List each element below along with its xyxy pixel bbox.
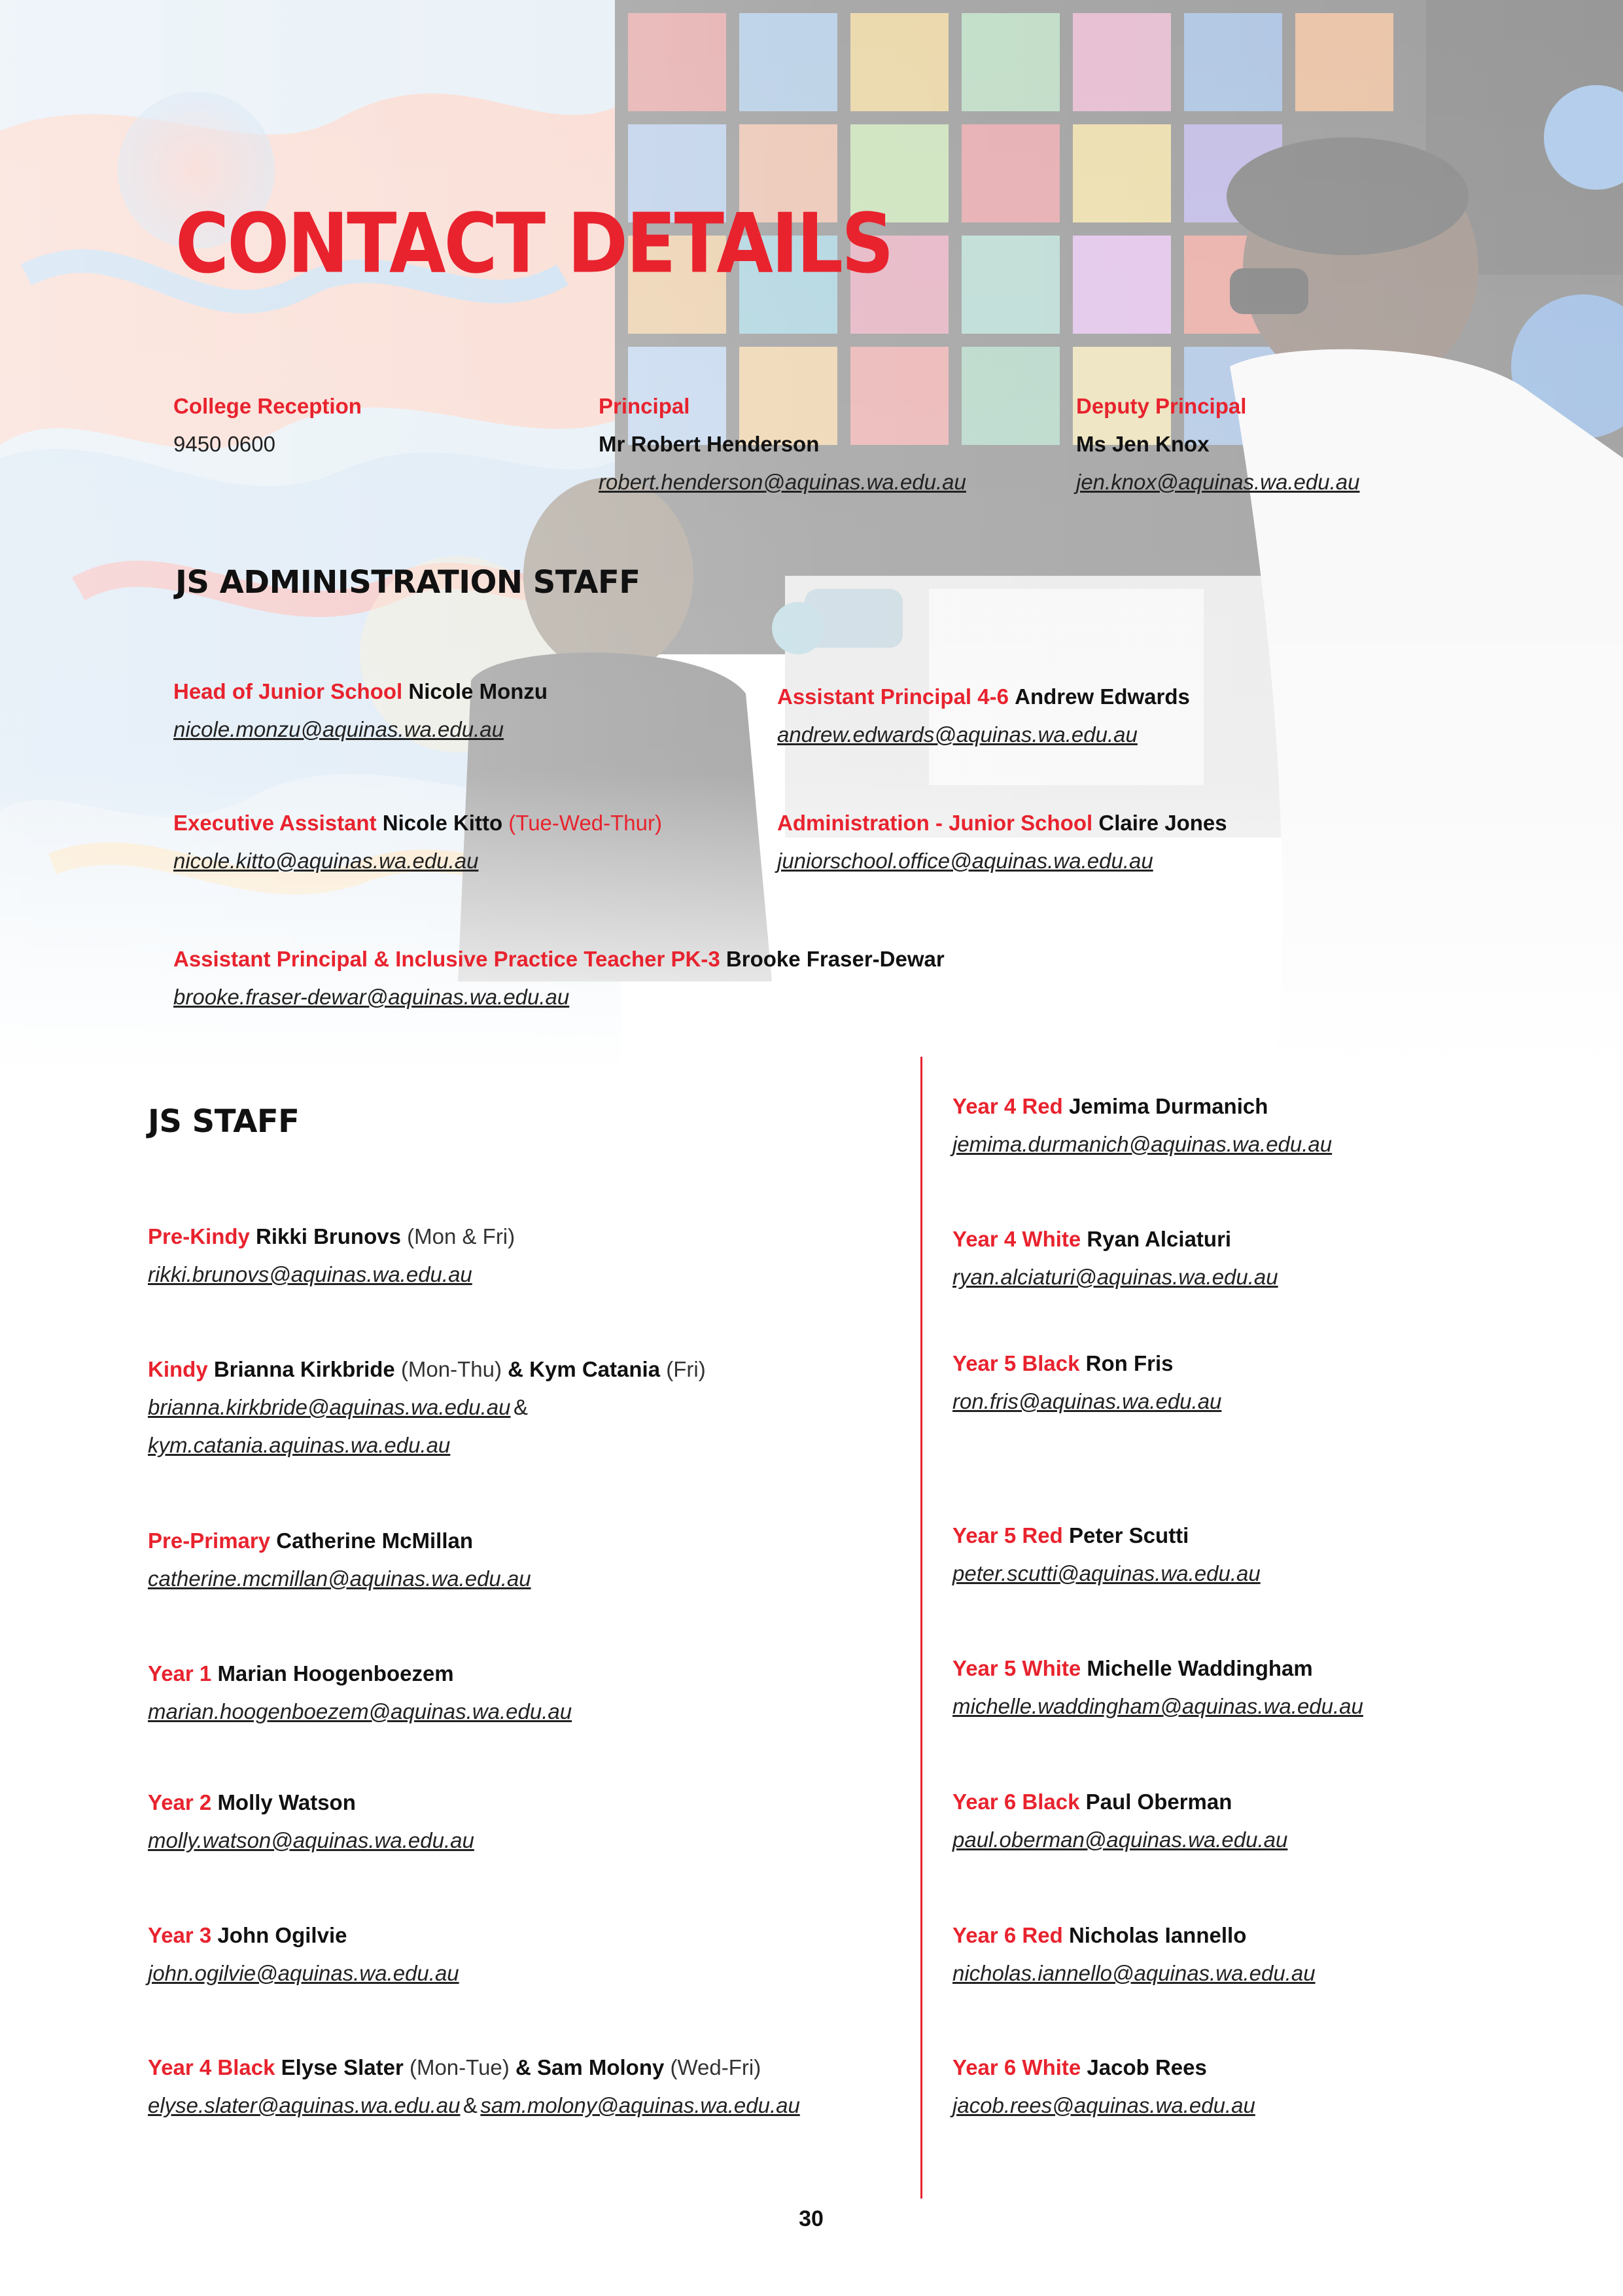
staff-class: Year 4 Red <box>952 1094 1063 1118</box>
staff-days-note: (Mon & Fri) <box>407 1224 515 1248</box>
staff-name: Catherine McMillan <box>276 1528 474 1553</box>
deputy-principal-email-link[interactable]: jen.knox@aquinas.wa.edu.au <box>1076 470 1360 494</box>
staff-ampersand: & <box>515 2055 531 2079</box>
staff-kindy <box>148 1351 706 1464</box>
staff-email-link[interactable]: rikki.brunovs@aquinas.wa.edu.au <box>148 1262 472 1286</box>
staff-year-3 <box>148 1916 459 1992</box>
staff-name: Nicholas Iannello <box>1068 1923 1247 1947</box>
staff-class: Year 2 <box>148 1790 212 1814</box>
staff-email-link[interactable]: catherine.mcmillan@aquinas.wa.edu.au <box>148 1566 531 1591</box>
staff-class: Pre-Kindy <box>148 1224 250 1248</box>
staff-pre-kindy <box>148 1218 515 1294</box>
admin-administration-junior-school <box>777 804 1227 880</box>
admin-staff-heading: JS ADMINISTRATION STAFF <box>175 564 640 601</box>
reception-phone: 9450 0600 <box>173 432 275 456</box>
staff-year-2 <box>148 1784 474 1860</box>
staff-name: Rikki Brunovs <box>256 1224 401 1248</box>
staff-email-link[interactable]: brianna.kirkbride@aquinas.wa.edu.au <box>148 1395 511 1419</box>
staff-year-6-red <box>952 1916 1316 1992</box>
staff-days-note: (Mon-Thu) <box>400 1357 502 1381</box>
contact-name: Mr Robert Henderson <box>599 432 820 456</box>
admin-email-link[interactable]: brooke.fraser-dewar@aquinas.wa.edu.au <box>173 985 570 1009</box>
staff-email-link[interactable]: elyse.slater@aquinas.wa.edu.au <box>148 2093 461 2117</box>
contact-role: Principal <box>599 394 690 418</box>
admin-email-link[interactable]: nicole.kitto@aquinas.wa.edu.au <box>173 849 479 873</box>
staff-email-link[interactable]: marian.hoogenboezem@aquinas.wa.edu.au <box>148 1699 572 1723</box>
artwork-photo <box>0 0 1623 1073</box>
staff-name: Marian Hoogenboezem <box>217 1661 454 1686</box>
admin-role: Administration - Junior School <box>777 811 1093 835</box>
staff-class: Pre-Primary <box>148 1528 271 1553</box>
admin-name: Brooke Fraser-Dewar <box>725 947 945 971</box>
staff-email-link[interactable]: peter.scutti@aquinas.wa.edu.au <box>952 1561 1261 1585</box>
admin-role: Assistant Principal 4-6 <box>777 684 1009 709</box>
hero-background-photo <box>0 0 1623 1073</box>
page-title: CONTACT DETAILS <box>175 196 892 292</box>
staff-year-6-black <box>952 1783 1287 1859</box>
staff-name: Michelle Waddingham <box>1087 1656 1313 1680</box>
staff-email-link[interactable]: molly.watson@aquinas.wa.edu.au <box>148 1828 474 1852</box>
staff-class: Year 3 <box>148 1923 212 1947</box>
admin-assistant-principal-pk3 <box>173 940 945 1016</box>
admin-name: Andrew Edwards <box>1015 684 1190 709</box>
staff-class: Kindy <box>148 1357 208 1381</box>
staff-name: Jemima Durmanich <box>1068 1094 1268 1118</box>
staff-year-1 <box>148 1655 572 1731</box>
staff-class: Year 4 Black <box>148 2055 275 2079</box>
staff-email-link[interactable]: jemima.durmanich@aquinas.wa.edu.au <box>952 1132 1333 1156</box>
staff-email-link-2[interactable]: kym.catania.aquinas.wa.edu.au <box>148 1433 451 1457</box>
staff-email-link[interactable]: michelle.waddingham@aquinas.wa.edu.au <box>952 1694 1363 1718</box>
staff-name: Elyse Slater <box>281 2055 404 2079</box>
staff-name: Peter Scutti <box>1068 1523 1189 1547</box>
admin-email-link[interactable]: juniorschool.office@aquinas.wa.edu.au <box>777 849 1153 873</box>
staff-ampersand: & <box>508 1357 523 1381</box>
staff-email-link[interactable]: jacob.rees@aquinas.wa.edu.au <box>952 2093 1255 2117</box>
email-ampersand: & <box>462 2093 478 2117</box>
staff-year-5-white <box>952 1650 1363 1725</box>
contact-role: Deputy Principal <box>1076 394 1247 418</box>
staff-name: Paul Oberman <box>1085 1790 1232 1814</box>
staff-year-6-white <box>952 2049 1255 2125</box>
staff-class: Year 5 White <box>952 1656 1081 1680</box>
staff-name: John Ogilvie <box>217 1923 347 1947</box>
staff-class: Year 1 <box>148 1661 212 1686</box>
staff-name-2: Kym Catania <box>529 1357 661 1381</box>
staff-year-4-white <box>952 1220 1278 1296</box>
staff-class: Year 5 Red <box>952 1523 1063 1547</box>
staff-name: Ryan Alciaturi <box>1087 1227 1232 1251</box>
staff-email-link[interactable]: ron.fris@aquinas.wa.edu.au <box>952 1389 1222 1413</box>
staff-pre-primary <box>148 1522 531 1598</box>
principal-email-link[interactable]: robert.henderson@aquinas.wa.edu.au <box>599 470 966 494</box>
staff-class: Year 6 Red <box>952 1923 1063 1947</box>
admin-email-link[interactable]: nicole.monzu@aquinas.wa.edu.au <box>173 717 504 741</box>
staff-email-link[interactable]: paul.oberman@aquinas.wa.edu.au <box>952 1828 1288 1852</box>
staff-class: Year 5 Black <box>952 1351 1080 1375</box>
contact-principal <box>599 387 966 501</box>
page-number: 30 <box>799 2206 824 2231</box>
admin-name: Claire Jones <box>1098 811 1227 835</box>
staff-name-2: Sam Molony <box>536 2055 665 2079</box>
admin-name: Nicole Monzu <box>408 679 548 703</box>
staff-email-link-2[interactable]: sam.molony@aquinas.wa.edu.au <box>480 2093 800 2117</box>
staff-days-note-2: (Wed-Fri) <box>670 2055 761 2079</box>
admin-name: Nicole Kitto <box>382 811 503 835</box>
admin-head-of-junior-school <box>173 673 548 749</box>
staff-name: Ron Fris <box>1085 1351 1174 1375</box>
staff-year-5-red <box>952 1517 1261 1593</box>
staff-name: Molly Watson <box>217 1790 356 1814</box>
staff-year-4-black <box>148 2049 800 2125</box>
contact-role: College Reception <box>173 394 362 418</box>
admin-role: Head of Junior School <box>173 679 403 703</box>
staff-class: Year 4 White <box>952 1227 1081 1251</box>
staff-email-link[interactable]: nicholas.iannello@aquinas.wa.edu.au <box>952 1961 1316 1985</box>
staff-class: Year 6 White <box>952 2055 1081 2079</box>
contact-college-reception <box>173 387 362 463</box>
email-ampersand: & <box>513 1395 528 1419</box>
admin-executive-assistant <box>173 804 662 880</box>
staff-days-note-2: (Fri) <box>666 1357 706 1381</box>
contact-name: Ms Jen Knox <box>1076 432 1210 456</box>
contact-deputy-principal <box>1076 387 1359 501</box>
staff-year-4-red <box>952 1087 1332 1163</box>
admin-assistant-principal-4-6 <box>777 678 1190 754</box>
js-staff-heading: JS STAFF <box>148 1103 300 1140</box>
staff-class: Year 6 Black <box>952 1790 1080 1814</box>
staff-name: Brianna Kirkbride <box>213 1357 395 1381</box>
admin-role: Assistant Principal & Inclusive Practice Teacher PK-3 <box>173 947 720 971</box>
column-divider <box>920 1057 922 2199</box>
admin-email-link[interactable]: andrew.edwards@aquinas.wa.edu.au <box>777 722 1138 747</box>
staff-name: Jacob Rees <box>1087 2055 1207 2079</box>
staff-email-link[interactable]: john.ogilvie@aquinas.wa.edu.au <box>148 1961 459 1985</box>
admin-role: Executive Assistant <box>173 811 377 835</box>
staff-email-link[interactable]: ryan.alciaturi@aquinas.wa.edu.au <box>952 1265 1278 1289</box>
staff-year-5-black <box>952 1345 1221 1421</box>
staff-days-note: (Mon-Tue) <box>409 2055 510 2079</box>
admin-days-note: (Tue-Wed-Thur) <box>508 811 662 835</box>
